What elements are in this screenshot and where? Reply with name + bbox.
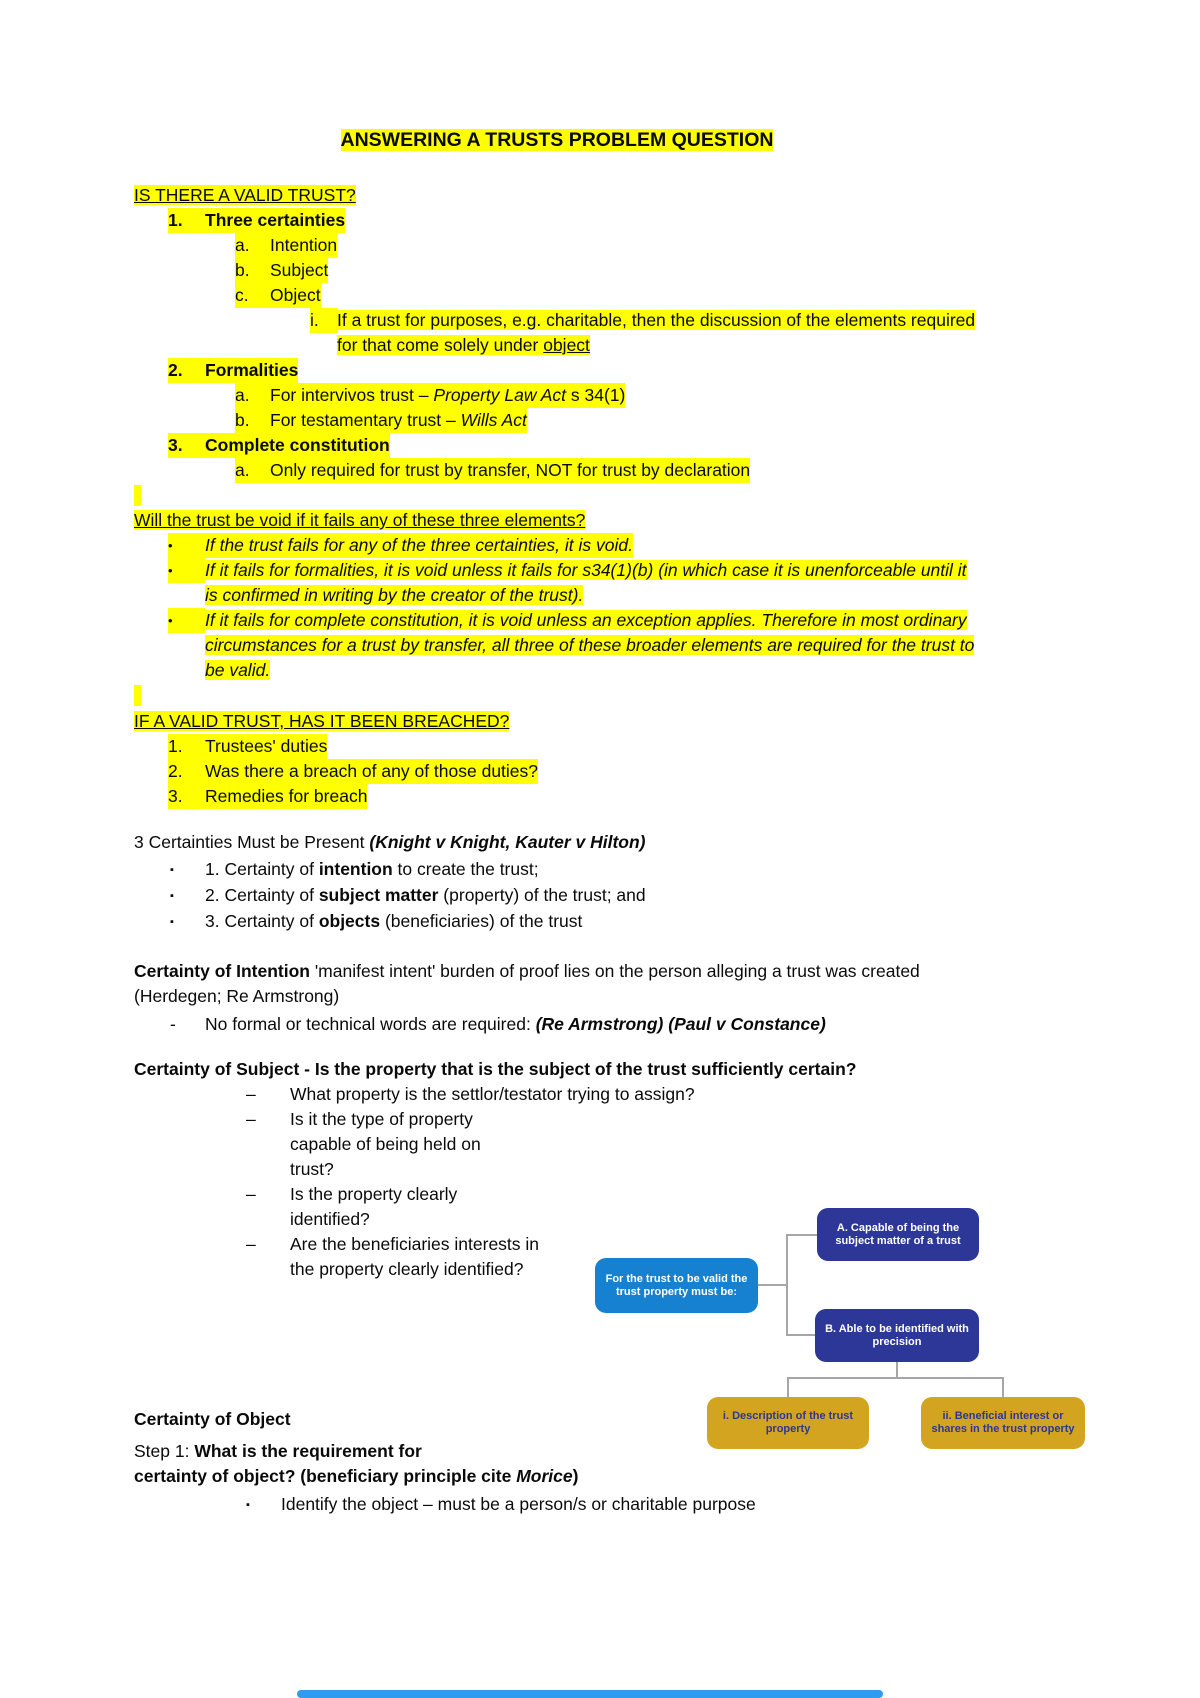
connector-line: [786, 1234, 818, 1236]
list-item: ▪ Identify the object – must be a person/s or charitable purpose: [246, 1494, 756, 1514]
list-item: b. For testamentary trust – Wills Act: [134, 408, 980, 433]
list-item: • If it fails for formalities, it is void unless it fails for s34(1)(b) (in which case it is unenforceable until it is confirmed in writing by the creator of the trust).: [168, 560, 967, 605]
list-item: • If the trust fails for any of the three certainties, it is void.: [134, 533, 980, 558]
heading-valid-trust: IS THERE A VALID TRUST?: [134, 185, 356, 205]
list-item: – Is the property clearly identified?: [246, 1184, 458, 1229]
diagram-node-i: i. Description of the trust property: [707, 1397, 869, 1449]
list-item: 1. Trustees' duties: [134, 734, 980, 759]
list-item: – Are the beneficiaries interests in the property clearly identified?: [246, 1234, 540, 1279]
connector-line: [896, 1362, 898, 1378]
list-item: – Is it the type of property capable of being held on trust?: [246, 1109, 481, 1179]
connector-line: [786, 1334, 816, 1336]
connector-line: [786, 1234, 788, 1335]
page-title: ANSWERING A TRUSTS PROBLEM QUESTION: [340, 129, 774, 151]
object-step1-line2: certainty of object? (beneficiary principle cite Morice): [134, 1466, 579, 1486]
list-item: 1. Three certainties: [134, 208, 980, 233]
list-item: i. If a trust for purposes, e.g. charitable, then the discussion of the elements required for that come solely under object: [310, 310, 976, 355]
list-item: 2. Formalities: [134, 358, 980, 383]
list-item: b. Subject: [134, 258, 980, 283]
highlighted-paragraph-mark: [134, 685, 141, 706]
document-content: [134, 0, 980, 1518]
certainties-intro: 3 Certainties Must be Present (Knight v Knight, Kauter v Hilton): [134, 832, 646, 852]
list-item: ▪ 1. Certainty of intention to create the trust;: [170, 859, 539, 879]
list-item: a. Only required for trust by transfer, NOT for trust by declaration: [134, 458, 980, 483]
object-step1-line1: Step 1: What is the requirement for: [134, 1441, 422, 1461]
list-item: a. For intervivos trust – Property Law Act s 34(1): [134, 383, 980, 408]
diagram-node-b: B. Able to be identified with precision: [815, 1309, 979, 1362]
list-item: 3. Complete constitution: [134, 433, 980, 458]
heading-certainty-of-object: Certainty of Object: [134, 1409, 291, 1429]
list-item: 3. Remedies for breach: [134, 784, 980, 809]
list-item: a. Intention: [134, 233, 980, 258]
list-item: c. Object: [134, 283, 980, 308]
connector-line: [1002, 1377, 1004, 1398]
diagram-root-node: For the trust to be valid the trust property must be:: [595, 1258, 758, 1313]
heading-breach-question: IF A VALID TRUST, HAS IT BEEN BREACHED?: [134, 711, 510, 731]
list-item: ▪ 2. Certainty of subject matter (property) of the trust; and: [170, 885, 646, 905]
list-item: - No formal or technical words are required: (Re Armstrong) (Paul v Constance): [170, 1014, 826, 1034]
connector-line: [758, 1284, 788, 1286]
list-item: • If it fails for complete constitution, it is void unless an exception applies. Therefore in most ordinary circumstances for a trust by transfer, all three of these broader elements are required for the trust to be valid.: [168, 610, 975, 680]
heading-void-question: Will the trust be void if it fails any of these three elements?: [134, 510, 586, 530]
footer-bar: [297, 1690, 883, 1698]
connector-line: [787, 1377, 1004, 1379]
heading-certainty-of-subject: Certainty of Subject - Is the property that is the subject of the trust sufficiently certain?: [134, 1059, 857, 1079]
connector-line: [787, 1377, 789, 1398]
list-item: 2. Was there a breach of any of those duties?: [134, 759, 980, 784]
list-item: – What property is the settlor/testator trying to assign?: [246, 1084, 695, 1104]
certainty-of-intention-paragraph: Certainty of Intention 'manifest intent' burden of proof lies on the person alleging a trust was created (Herdegen; Re Armstrong): [134, 961, 920, 1006]
diagram-node-a: A. Capable of being the subject matter of a trust: [817, 1208, 979, 1261]
diagram-node-ii: ii. Beneficial interest or shares in the trust property: [921, 1397, 1085, 1449]
highlighted-paragraph-mark: [134, 485, 141, 506]
list-item: ▪ 3. Certainty of objects (beneficiaries) of the trust: [170, 911, 583, 931]
